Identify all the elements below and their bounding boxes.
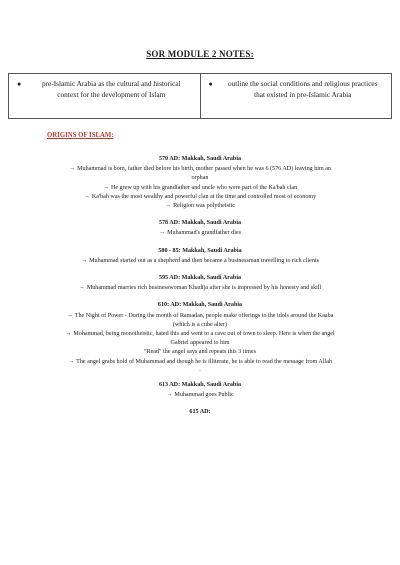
objective-text: outline the social conditions and religious practices that existed in pre-Islamic Arabia [227,79,378,99]
arrow-icon: → [159,230,166,237]
arrow-icon: → [166,392,173,399]
entry-heading: 578 AD: Makkah, Saudi Arabia [158,220,242,227]
entry-line: → Mohammad, being monotheistic, hated this and went to a cave out of town to sleep. Here is when the angel Gabriel appeared to him [65,331,335,347]
timeline-entry [0,381,400,400]
entry-line: → Religion was polytheistic [164,203,236,210]
arrow-icon: → [78,285,85,292]
timeline-entry [0,301,400,372]
entry-line: → Muhammad's grandfather dies [159,230,241,237]
entry-line: → Muhammad is born, father died before his birth, mother passed when he was 6 (576 AD) leaving him an orphan [69,166,331,182]
timeline-entry [0,247,400,266]
bullet-icon: ● [208,80,213,88]
arrow-icon: → [66,312,73,319]
trailing-dot: . [199,366,201,373]
arrow-icon: → [68,358,75,365]
objective-cell [200,74,392,118]
timeline-entry [0,155,400,211]
entry-heading: 610: AD: Makkah, Saudi Arabia [157,302,243,309]
entry-line: → Muhammad started out as a shepherd and then became a businessman travelling to rich clients [81,257,319,264]
entry-line: → The Night of Power - During the month of Ramadan, people make offerings to the idols around the Kaaba (which is a cube alter) [66,312,334,328]
entry-heading: 580 - 85: Makkah, Saudi Arabia [158,247,242,254]
objective-cell [9,74,200,118]
entry-heading: 595 AD: Makkah, Saudi Arabia [158,275,242,282]
entry-heading: 570 AD: Makkah, Saudi Arabia [158,156,242,162]
bullet-icon: ● [17,80,22,88]
entry-line: → Muhammad marries rich businesswoman Khadija after she is impressed by his honesty and skill [78,285,322,292]
entry-heading: 615 AD: [189,409,211,416]
entry-line: "Read" the angel says and repeats this 3 times [144,349,256,356]
arrow-icon: → [83,193,90,200]
timeline [0,155,400,425]
timeline-entry [0,219,400,238]
entry-line: → He grew up with his grandfather and uncle who were part of the Ka'bah clan [102,184,298,191]
objective-text: pre-Islamic Arabia as the cultural and historical context for the development of Islam [41,79,181,99]
section-heading: ORIGINS OF ISLAM: [47,132,114,139]
timeline-entry [0,408,400,417]
entry-line: → The angel grabs hold of Muhammad and though he is illiterate, he is able to read the message from Allah [68,358,332,365]
page-title: SOR MODULE 2 NOTES: [146,49,254,59]
arrow-icon: → [69,166,76,173]
timeline-entry [0,274,400,293]
arrow-icon: → [81,257,88,264]
entry-heading: 613 AD: Makkah, Saudi Arabia [158,381,242,388]
arrow-icon: → [102,184,109,191]
entry-line: → Ka'bah was the most wealthy and powerful clan at the time and controlled most of economy [83,193,317,200]
entry-line: → Muhammad goes Public [166,392,234,399]
arrow-icon: → [65,331,72,338]
arrow-icon: → [164,203,172,210]
objectives-table [8,73,392,119]
